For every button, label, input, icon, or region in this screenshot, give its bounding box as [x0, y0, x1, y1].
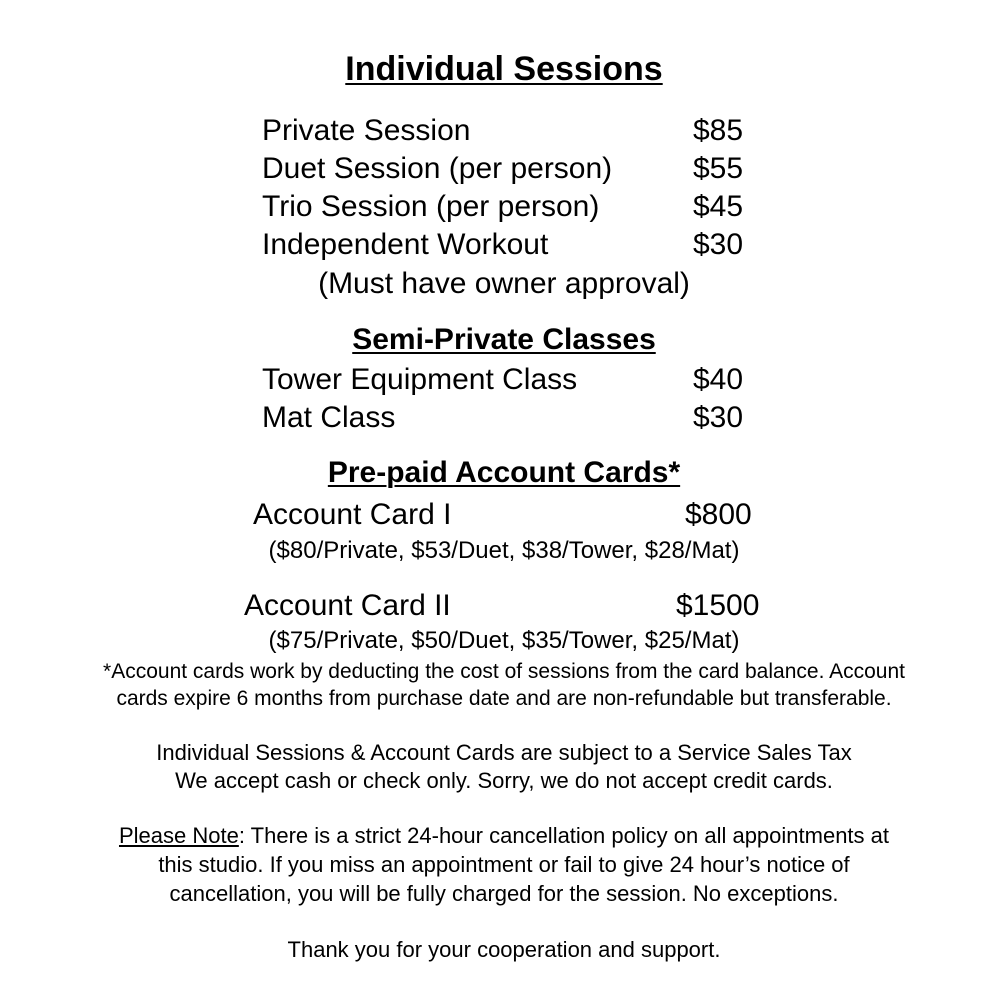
closing-thanks: Thank you for your cooperation and support.: [287, 937, 721, 962]
card-2-rates: ($75/Private, $50/Duet, $35/Tower, $25/Mat): [268, 627, 740, 654]
payment-line: We accept cash or check only. Sorry, we do not accept credit cards.: [175, 768, 833, 793]
tax-line: Individual Sessions & Account Cards are subject to a Service Sales Tax: [156, 740, 852, 765]
item-price: $30: [693, 228, 744, 261]
card-price: $1500: [676, 589, 760, 622]
please-note-label: Please Note: [118, 823, 239, 848]
price-row-mat: [262, 399, 762, 437]
semi-private-title: Semi-Private Classes: [352, 323, 656, 356]
account-card-1: [253, 496, 773, 534]
item-price: $85: [693, 114, 744, 147]
account-card-2: [244, 587, 784, 625]
item-price: $40: [693, 363, 744, 396]
item-price: $30: [693, 401, 744, 434]
item-name: Mat Class: [262, 401, 396, 434]
owner-approval-note: (Must have owner approval): [318, 267, 690, 300]
price-row-trio: [262, 188, 762, 226]
item-name: Private Session: [262, 114, 471, 147]
card-price: $800: [685, 498, 752, 531]
card-name: Account Card II: [244, 589, 451, 622]
price-row-tower: [262, 361, 762, 399]
item-name: Independent Workout: [262, 228, 549, 261]
item-name: Duet Session (per person): [262, 152, 613, 185]
policy-line-1: [0, 821, 1008, 850]
policy-line-3: cancellation, you will be fully charged for the session. No exceptions.: [169, 881, 839, 906]
footnote-line-1: *Account cards work by deducting the cost of sessions from the card balance. Account: [103, 660, 905, 683]
item-price: $55: [693, 152, 744, 185]
item-name: Trio Session (per person): [262, 190, 600, 223]
policy-line-1-text: : There is a strict 24-hour cancellation policy on all appointments at: [238, 823, 890, 848]
policy-line-2: this studio. If you miss an appointment or fail to give 24 hour’s notice of: [158, 852, 850, 877]
price-row-independent: [262, 226, 762, 264]
footnote-line-2: cards expire 6 months from purchase date and are non-refundable but transferable.: [116, 687, 892, 710]
price-row-private: [262, 112, 762, 150]
item-name: Tower Equipment Class: [262, 363, 578, 396]
item-price: $45: [693, 190, 744, 223]
card-name: Account Card I: [253, 498, 452, 531]
prepaid-cards-title: Pre-paid Account Cards*: [327, 456, 681, 489]
price-row-duet: [262, 150, 762, 188]
individual-sessions-title: Individual Sessions: [345, 50, 663, 88]
card-1-rates: ($80/Private, $53/Duet, $38/Tower, $28/Mat): [268, 537, 740, 564]
